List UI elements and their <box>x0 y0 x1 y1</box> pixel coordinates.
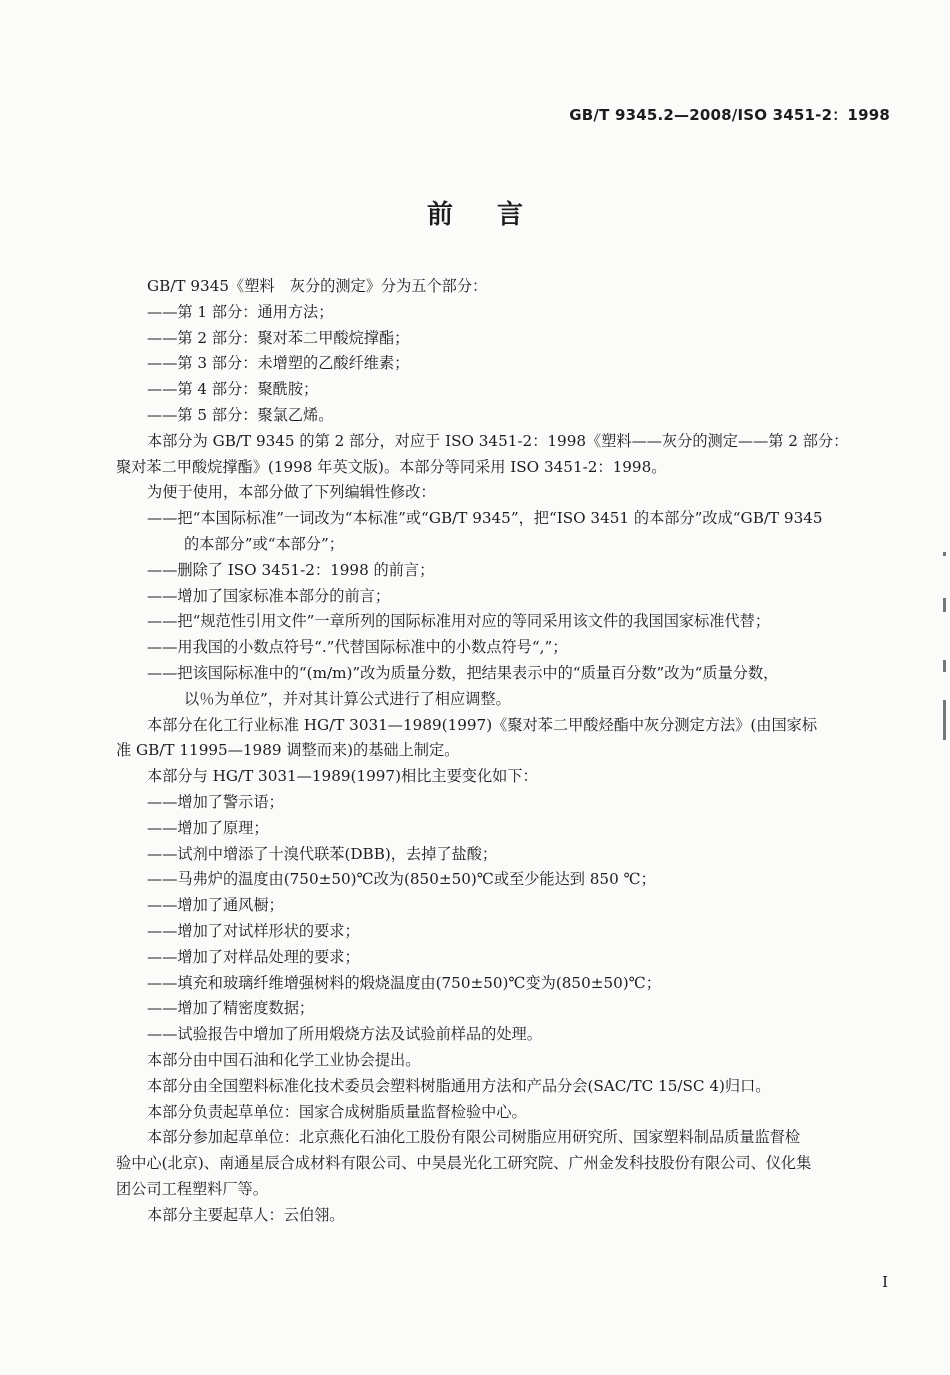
text-line: 的本部分”或“本部分”； <box>184 534 344 553</box>
text-line: ——把该国际标准中的“(m/m)”改为质量分数，把结果表示中的“质量百分数”改为“质量分数， <box>147 663 779 682</box>
scan-edge-mark <box>943 700 946 740</box>
text-line: ——第 1 部分：通用方法； <box>147 302 334 321</box>
text-line: ——增加了对试样形状的要求； <box>147 921 360 940</box>
text-line: ——第 2 部分：聚对苯二甲酸烷撑酯； <box>147 328 410 347</box>
text-line: 本部分在化工行业标准 HG/T 3031—1989(1997)《聚对苯二甲酸烃酯中灰分测定方法》(由国家标 <box>147 715 818 734</box>
text-line: ——增加了精密度数据； <box>147 999 315 1018</box>
text-line: 本部分由中国石油和化学工业协会提出。 <box>147 1050 421 1069</box>
text-line: ——第 4 部分：聚酰胺； <box>147 380 319 399</box>
text-line: GB/T 9345《塑料 灰分的测定》分为五个部分： <box>147 277 488 295</box>
page-title: 前言 <box>426 200 567 230</box>
page-number: I <box>882 1273 888 1291</box>
text-line: ——增加了原理； <box>147 818 269 837</box>
scan-edge-mark <box>943 552 946 556</box>
text-line: ——删除了 ISO 3451-2：1998 的前言； <box>147 560 435 579</box>
text-line: ——增加了对样品处理的要求； <box>147 947 360 966</box>
text-line: ——填充和玻璃纤维增强树料的煅烧温度由(750±50)℃变为(850±50)℃； <box>147 973 661 992</box>
text-line: ——试验报告中增加了所用煅烧方法及试验前样品的处理。 <box>147 1025 542 1044</box>
text-line: ——把“本国际标准”一词改为“本标准”或“GB/T 9345”，把“ISO 3451 的本部分”改成“GB/T 9345 <box>147 509 823 528</box>
text-line: 本部分参加起草单位：北京燕化石油化工股份有限公司树脂应用研究所、国家塑料制品质量监督检 <box>147 1128 801 1147</box>
text-line: 团公司工程塑料厂等。 <box>116 1179 268 1198</box>
text-line: ——增加了通风橱； <box>147 896 284 915</box>
text-line: ——增加了国家标准本部分的前言； <box>147 586 390 605</box>
text-line: ——试剂中增添了十溴代联苯(DBB)，去掉了盐酸； <box>147 844 498 863</box>
text-line: 本部分为 GB/T 9345 的第 2 部分，对应于 ISO 3451-2：1998《塑料——灰分的测定——第 2 部分： <box>147 431 849 450</box>
text-line: 本部分负责起草单位：国家合成树脂质量监督检验中心。 <box>147 1102 527 1121</box>
standard-code-header: GB/T 9345.2—2008/ISO 3451-2：1998 <box>569 106 890 124</box>
text-line: 本部分主要起草人：云伯翎。 <box>147 1205 345 1224</box>
text-line: ——第 5 部分：聚氯乙烯。 <box>147 405 334 424</box>
scan-edge-mark <box>943 660 946 672</box>
text-line: 以％为单位”，并对其计算公式进行了相应调整。 <box>184 689 511 708</box>
text-line: ——马弗炉的温度由(750±50)℃改为(850±50)℃或至少能达到 850 ℃； <box>147 870 656 889</box>
text-line: ——第 3 部分：未增塑的乙酸纤维素； <box>147 354 410 373</box>
text-line: 聚对苯二甲酸烷撑酯》(1998 年英文版)。本部分等同采用 ISO 3451-2：1998。 <box>116 457 667 476</box>
text-line: ——增加了警示语； <box>147 792 284 811</box>
text-line: 为便于使用，本部分做了下列编辑性修改： <box>147 483 436 502</box>
text-line: 准 GB/T 11995—1989 调整而来)的基础上制定。 <box>116 741 460 760</box>
text-line: ——用我国的小数点符号“.”代替国际标准中的小数点符号“,”； <box>147 638 568 657</box>
scan-edge-mark <box>943 598 946 612</box>
text-line: ——把“规范性引用文件”一章所列的国际标准用对应的等同采用该文件的我国国家标准代替； <box>147 612 771 631</box>
text-line: 本部分由全国塑料标准化技术委员会塑料树脂通用方法和产品分会(SAC/TC 15/SC 4)归口。 <box>147 1076 771 1095</box>
text-line: 验中心(北京)、南通星辰合成材料有限公司、中昊晨光化工研究院、广州金发科技股份有限公司、仪化集 <box>116 1154 812 1173</box>
foreword-body <box>116 274 896 1228</box>
text-line: 本部分与 HG/T 3031—1989(1997)相比主要变化如下： <box>147 767 538 786</box>
